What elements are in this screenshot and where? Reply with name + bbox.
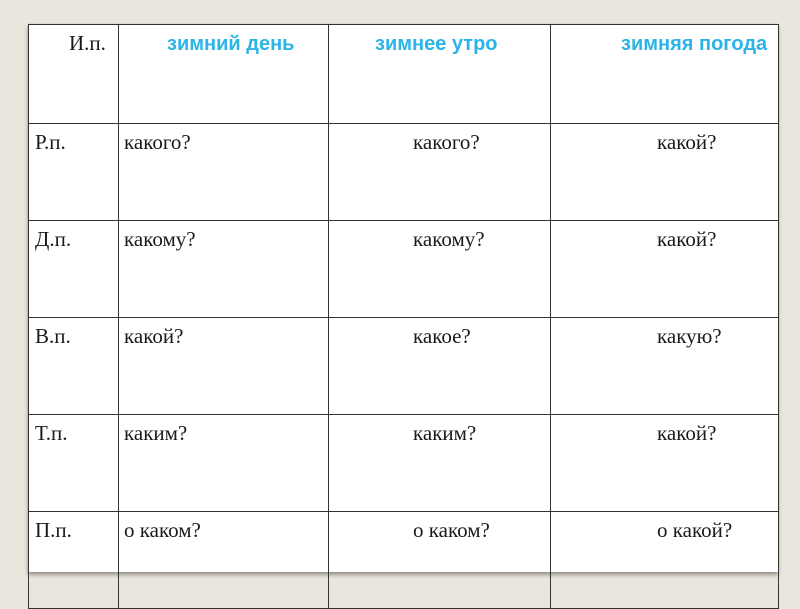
table-cell (329, 415, 551, 512)
table-cell (551, 318, 779, 415)
table-cell (551, 124, 779, 221)
declension-table (28, 24, 779, 609)
cell-value: о каком? (413, 518, 490, 542)
case-cell (29, 221, 119, 318)
header-cell-col1 (119, 25, 329, 124)
cell-value: какому? (124, 227, 196, 251)
table-cell (119, 124, 329, 221)
cell-value: о какой? (657, 518, 733, 542)
cell-value: какого? (413, 130, 480, 154)
case-label: Р.п. (35, 130, 66, 154)
cell-value: какому? (413, 227, 485, 251)
cell-value: какой? (657, 421, 717, 445)
table-cell (329, 512, 551, 609)
case-cell (29, 124, 119, 221)
case-label: И.п. (69, 31, 106, 55)
cell-value: какой? (657, 227, 717, 251)
table-cell (329, 221, 551, 318)
case-label: П.п. (35, 518, 72, 542)
table-cell (329, 124, 551, 221)
table-row (29, 512, 779, 609)
cell-value: какое? (413, 324, 471, 348)
slide (28, 24, 778, 572)
header-case-cell (29, 25, 119, 124)
table-row (29, 221, 779, 318)
column-header: зимнее утро (375, 33, 498, 55)
header-cell-col3 (551, 25, 779, 124)
cell-value: какого? (124, 130, 191, 154)
table-cell (119, 318, 329, 415)
cell-value: каким? (413, 421, 477, 445)
table-row (29, 415, 779, 512)
case-label: Т.п. (35, 421, 68, 445)
cell-value: какую? (657, 324, 722, 348)
case-label: Д.п. (35, 227, 72, 251)
case-cell (29, 512, 119, 609)
table-cell (551, 512, 779, 609)
column-header: зимний день (167, 33, 295, 55)
case-cell (29, 415, 119, 512)
table-row (29, 318, 779, 415)
case-cell (29, 318, 119, 415)
table-cell (119, 415, 329, 512)
column-header: зимняя погода (621, 33, 768, 55)
table-cell (551, 221, 779, 318)
table-row (29, 124, 779, 221)
cell-value: какой? (657, 130, 717, 154)
table-cell (551, 415, 779, 512)
cell-value: о каком? (124, 518, 201, 542)
table-cell (329, 318, 551, 415)
cell-value: какой? (124, 324, 184, 348)
case-label: В.п. (35, 324, 71, 348)
table-cell (119, 512, 329, 609)
table-cell (119, 221, 329, 318)
table-header-row (29, 25, 779, 124)
header-cell-col2 (329, 25, 551, 124)
cell-value: каким? (124, 421, 188, 445)
